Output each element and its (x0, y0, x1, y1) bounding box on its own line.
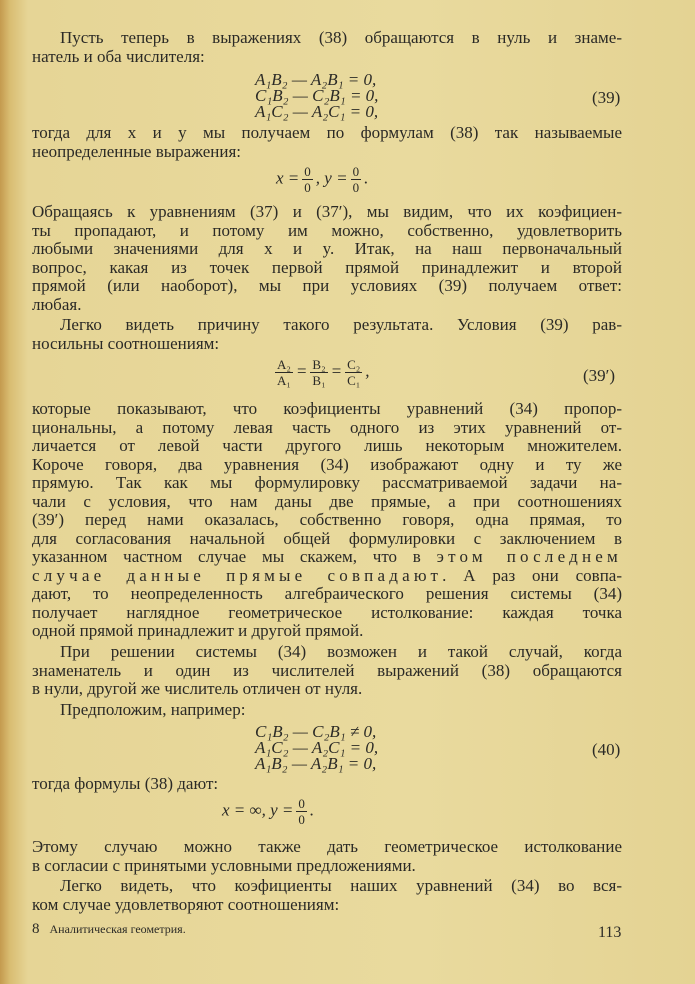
text-line: Этому случаю можно также дать геометрическое истолкование (32, 837, 622, 856)
text-line: личается от левой части другого лишь некоторым множителем. (32, 436, 622, 455)
text-line: прямую. Так как мы формулировку рассматриваемой задачи на- (32, 473, 622, 492)
equals-sign: = (295, 361, 308, 381)
text-line: любыми значениями для x и y. Итак, на наш первоначальный (32, 239, 622, 258)
numerator: C₂ (347, 357, 361, 372)
equation-line: A₁B₂ — A₂B₁ = 0, (255, 70, 377, 89)
equation-line: A₁B₂ — A₂B₁ = 0, (255, 754, 377, 773)
fraction-a (275, 357, 293, 388)
numerator: B₂ (312, 357, 326, 372)
paragraph-1 (32, 29, 622, 66)
y-lhs: y = (324, 168, 348, 188)
emphasized-text: этом последнем (436, 547, 622, 566)
page-number: 113 (598, 924, 622, 941)
paragraph-7 (32, 701, 622, 720)
text-line: При решении системы (34) возможен и такой случай, когда (60, 642, 622, 661)
text-line: одной прямой принадлежит и другой прямой. (32, 621, 364, 640)
text-line: Легко видеть причину такого результата. Условия (39) рав- (60, 315, 622, 334)
equals-sign: = (330, 361, 343, 381)
fraction-b (310, 357, 327, 388)
paragraph-6 (32, 643, 622, 699)
text-line: знаменатель и один из числителей выражений (38) обращаются (32, 660, 622, 680)
numerator: 0 (352, 164, 360, 179)
equation-label-39-prime: (39′) (583, 366, 616, 385)
equation-39-prime (272, 357, 370, 388)
signature-mark (32, 921, 186, 938)
denominator: 0 (352, 180, 360, 195)
text-line: циональны, а потому левая часть одного из этих уравнений от- (32, 417, 622, 437)
paragraph-4 (32, 316, 622, 353)
paragraph-8 (32, 775, 622, 794)
equation-label-40: (40) (592, 740, 621, 759)
text-line: натель и оба числителя: (32, 46, 205, 66)
fraction (351, 164, 362, 195)
text-line: носильны соотношениям: (32, 333, 220, 353)
text-line: получает наглядное геометрическое истолкование: каждая точка (32, 602, 622, 622)
text-line: неопределенные выражения: (32, 141, 241, 161)
signature-title: Аналитическая геометрия. (49, 922, 186, 936)
paragraph-9 (32, 838, 622, 875)
period: . (364, 168, 369, 188)
equation-40 (255, 724, 378, 772)
text-line: ком случае удовлетворяют соотношениям: (32, 894, 340, 914)
fraction-c (345, 357, 362, 388)
text-line: чали с условия, что нам даны две прямые, а при соотношениях (32, 491, 622, 511)
text-line: вопрос, какая из точек первой прямой принадлежит и второй (32, 257, 622, 277)
text-line: для согласования начальной общей формулировки с заключением в (32, 528, 622, 548)
text-line: Обращаясь к уравнениям (37) и (37′), мы видим, что их коэфициен- (32, 202, 622, 221)
separator: , (315, 168, 321, 188)
equation-line: C₁B₂ — C₂B₁ = 0, (255, 86, 379, 105)
numerator: 0 (298, 796, 305, 811)
text-line: Короче говоря, два уравнения (34) изображают одну и ту же (32, 454, 622, 474)
denominator: 0 (304, 180, 311, 195)
text-line: (39′) перед нами оказалась, собственно говоря, одна прямая, то (32, 510, 622, 529)
paragraph-2 (32, 124, 622, 161)
text-line: которые показывают, что коэфициенты уравнений (34) пропор- (32, 399, 622, 418)
equation-line: A₁C₂ — A₂C₁ = 0, (255, 102, 379, 121)
lhs: x = ∞, y = (222, 800, 294, 820)
fraction (302, 164, 313, 195)
text-line: тогда формулы (38) дают: (32, 774, 219, 793)
indeterminate-equation (276, 164, 368, 195)
denominator: 0 (298, 812, 305, 827)
equation-line: A₁C₂ — A₂C₁ = 0, (255, 738, 379, 757)
text-line: в нули, другой же числитель отличен от нуля. (32, 679, 363, 698)
period: . (309, 800, 315, 820)
text-segment: . А раз они совпа- (442, 565, 623, 585)
signature-number: 8 (32, 921, 40, 937)
equation-label-39: (39) (592, 88, 621, 107)
text-line: прямой (или наоборот), мы при условиях (39) получаем ответ: (32, 276, 622, 295)
text-line: тогда для x и y мы получаем по формулам (38) так называемые (32, 123, 622, 142)
text-line: любая. (32, 294, 82, 314)
equation-line: C₁B₂ — C₂B₁ ≠ 0, (255, 722, 377, 741)
emphasized-text: случае данные прямые совпадают (32, 565, 443, 585)
numerator: 0 (304, 164, 311, 179)
numerator: A₂ (277, 357, 291, 372)
text-line: в согласии с принятыми условными предложениями. (32, 855, 416, 875)
denominator: A₁ (277, 373, 291, 388)
text-line (32, 548, 622, 567)
equation-39 (255, 72, 378, 120)
infinity-equation (222, 796, 314, 827)
text-line: Предположим, например: (60, 700, 246, 719)
text-line (32, 567, 622, 586)
paragraph-10 (32, 877, 622, 914)
paragraph-5 (32, 400, 622, 641)
text-line: дают, то неопределенность алгебраического решения системы (34) (32, 584, 622, 603)
text-line: Пусть теперь в выражениях (38) обращаются в нуль и знаме- (60, 28, 622, 47)
denominator: C₁ (347, 373, 361, 388)
text-line: Легко видеть, что коэфициенты наших уравнений (34) во вся- (60, 876, 622, 895)
fraction (296, 796, 307, 827)
denominator: B₁ (312, 373, 326, 388)
comma: , (365, 361, 370, 381)
text-segment: указанном частном случае мы скажем, что в (32, 547, 437, 566)
paragraph-3 (32, 203, 622, 314)
x-lhs: x = (276, 168, 300, 188)
text-line: ты пропадают, и потому им можно, собственно, удовлетворить (32, 220, 622, 240)
